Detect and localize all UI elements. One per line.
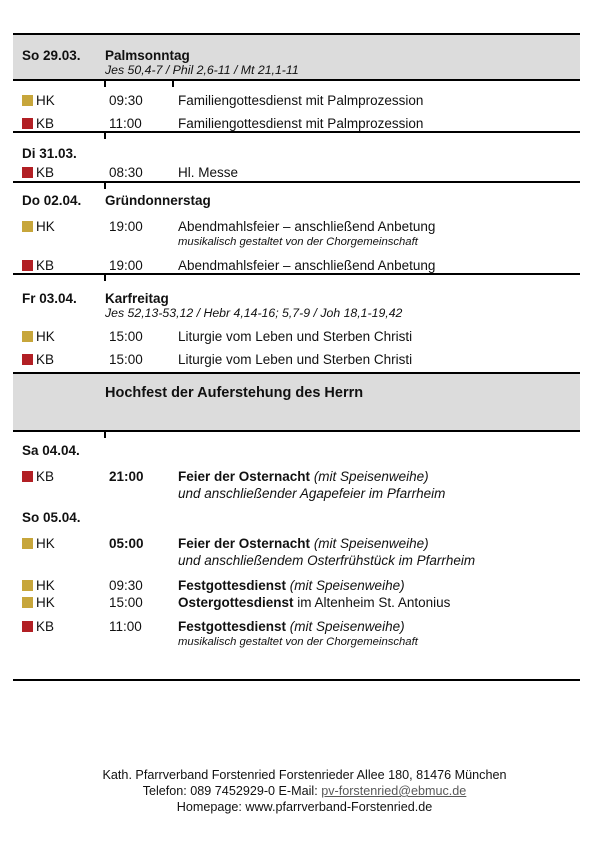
church-color-swatch-hk xyxy=(22,221,33,232)
section-date: So 29.03. xyxy=(22,48,81,63)
table-border-tick xyxy=(104,183,106,189)
section-header-palmsonntag xyxy=(13,33,580,81)
church-label: HK xyxy=(36,93,55,108)
section-readings: Jes 50,4-7 / Phil 2,6-11 / Mt 21,1-11 xyxy=(105,63,299,77)
church-color-swatch-hk xyxy=(22,331,33,342)
section-divider xyxy=(13,273,580,275)
church-label: KB xyxy=(36,165,55,180)
table-border-tick xyxy=(104,432,106,438)
church-label: HK xyxy=(36,578,55,593)
service-description: Familiengottesdienst mit Palmprozession xyxy=(178,93,424,108)
service-description: Hl. Messe xyxy=(178,165,239,180)
section-date: Di 31.03. xyxy=(22,146,77,161)
service-description: Abendmahlsfeier – anschließend Anbetung musikalisch gestaltet von der Chorgemeinschaft xyxy=(178,218,578,249)
service-time: 21:00 xyxy=(109,469,144,484)
service-description: Festgottesdienst (mit Speisenweihe) musikalisch gestaltet von der Chorgemeinschaft xyxy=(178,618,578,649)
service-description-line2: und anschließender Agapefeier im Pfarrheim xyxy=(178,486,446,501)
section-date: Sa 04.04. xyxy=(22,443,80,458)
service-time: 05:00 xyxy=(109,536,144,551)
church-color-swatch-kb xyxy=(22,167,33,178)
service-note: musikalisch gestaltet von der Chorgemeinschaft xyxy=(178,236,418,248)
church-color-swatch-hk xyxy=(22,538,33,549)
service-time: 11:00 xyxy=(109,619,142,634)
church-label: HK xyxy=(36,536,55,551)
section-title: Karfreitag xyxy=(105,291,169,306)
church-label: HK xyxy=(36,595,55,610)
section-date: So 05.04. xyxy=(22,510,81,525)
service-time: 15:00 xyxy=(109,329,143,344)
service-description: Abendmahlsfeier – anschließend Anbetung xyxy=(178,258,436,273)
section-divider xyxy=(13,131,580,133)
service-note: musikalisch gestaltet von der Chorgemeinschaft xyxy=(178,636,418,648)
service-description: Feier der Osternacht (mit Speisenweihe) und anschließender Agapefeier im Pfarrheim xyxy=(178,468,578,502)
church-color-swatch-kb xyxy=(22,354,33,365)
church-color-swatch-kb xyxy=(22,621,33,632)
footer-address: Kath. Pfarrverband Forstenried Forstenrieder Allee 180, 81476 München xyxy=(102,768,507,782)
service-description: Ostergottesdienst im Altenheim St. Antonius xyxy=(178,595,451,610)
church-color-swatch-hk xyxy=(22,580,33,591)
service-time: 08:30 xyxy=(109,165,143,180)
email-link[interactable]: pv-forstenried@ebmuc.de xyxy=(321,784,467,798)
bottom-divider xyxy=(13,679,580,681)
church-color-swatch-hk xyxy=(22,597,33,608)
section-title: Gründonnerstag xyxy=(105,193,211,208)
section-title: Palmsonntag xyxy=(105,48,190,63)
footer-contact: Telefon: 089 7452929-0 E-Mail: pv-forstenried@ebmuc.de xyxy=(142,784,467,798)
church-label: KB xyxy=(36,619,55,634)
banner-title: Hochfest der Auferstehung des Herrn xyxy=(105,385,364,401)
service-time: 19:00 xyxy=(109,258,143,273)
church-label: HK xyxy=(36,219,55,234)
service-time: 09:30 xyxy=(109,93,143,108)
section-date: Do 02.04. xyxy=(22,193,82,208)
church-label: KB xyxy=(36,258,55,273)
service-time: 11:00 xyxy=(109,116,142,131)
footer xyxy=(0,767,609,815)
footer-homepage: Homepage: www.pfarrverband-Forstenried.de xyxy=(176,800,433,814)
service-time: 15:00 xyxy=(109,595,143,610)
service-time: 15:00 xyxy=(109,352,143,367)
table-border-tick xyxy=(172,81,174,87)
service-time: 19:00 xyxy=(109,219,143,234)
church-label: HK xyxy=(36,329,55,344)
service-description: Familiengottesdienst mit Palmprozession xyxy=(178,116,424,131)
service-description: Liturgie vom Leben und Sterben Christi xyxy=(178,329,413,344)
church-color-swatch-kb xyxy=(22,260,33,271)
table-border-tick xyxy=(104,133,106,139)
table-border-tick xyxy=(104,81,106,87)
service-description: Liturgie vom Leben und Sterben Christi xyxy=(178,352,413,367)
church-label: KB xyxy=(36,469,55,484)
section-date: Fr 03.04. xyxy=(22,291,77,306)
service-time: 09:30 xyxy=(109,578,143,593)
service-description: Festgottesdienst (mit Speisenweihe) xyxy=(178,578,405,593)
section-divider xyxy=(13,181,580,183)
church-color-swatch-kb xyxy=(22,471,33,482)
church-color-swatch-hk xyxy=(22,95,33,106)
section-readings: Jes 52,13-53,12 / Hebr 4,14-16; 5,7-9 / Joh 18,1-19,42 xyxy=(105,306,403,320)
church-label: KB xyxy=(36,116,55,131)
easter-banner xyxy=(13,372,580,432)
church-color-swatch-kb xyxy=(22,118,33,129)
church-label: KB xyxy=(36,352,55,367)
service-description-line2: und anschließendem Osterfrühstück im Pfarrheim xyxy=(178,553,476,568)
service-description: Feier der Osternacht (mit Speisenweihe) und anschließendem Osterfrühstück im Pfarrheim xyxy=(178,535,578,569)
table-border-tick xyxy=(104,275,106,281)
